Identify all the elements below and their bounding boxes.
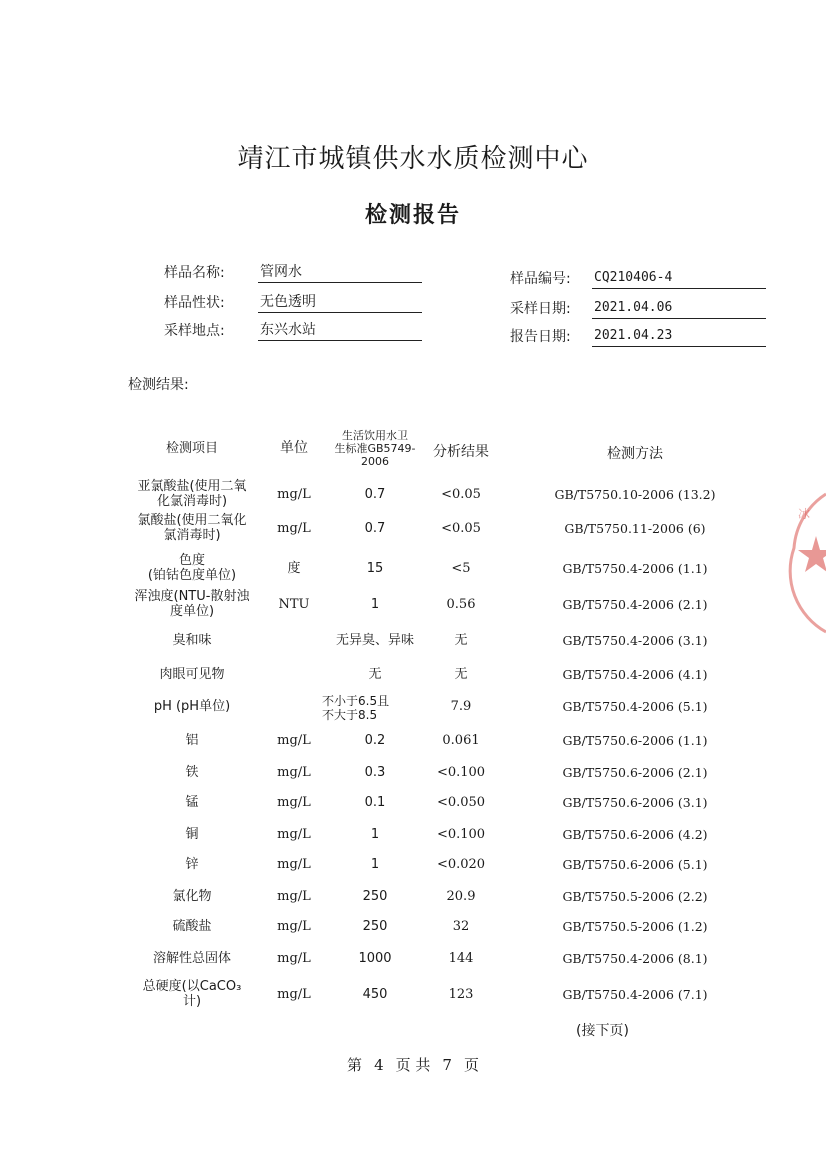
row-standard <box>322 880 428 912</box>
row-method: GB/T5750.4-2006 (4.1) <box>562 666 708 682</box>
row-method: GB/T5750.6-2006 (1.1) <box>562 732 708 748</box>
row-item-line1: 铁 <box>185 764 199 780</box>
column-header-standard-line2: 生标准GB5749- <box>334 441 416 455</box>
row-result: <0.020 <box>436 856 486 872</box>
column-header-method: 检测方法 <box>607 445 663 462</box>
row-method: GB/T5750.4-2006 (1.1) <box>562 560 708 576</box>
row-item-line1: 溶解性总固体 <box>152 950 231 966</box>
row-standard-line1: 1 <box>370 596 380 612</box>
row-standard <box>322 588 428 620</box>
row-item-line1: 亚氯酸盐(使用二氧 <box>137 479 247 494</box>
row-result: 7.9 <box>450 698 472 714</box>
continued-note: (接下页) <box>576 1023 629 1039</box>
row-standard <box>322 786 428 818</box>
sampling-location-value: 东兴水站 <box>258 320 422 341</box>
row-method: GB/T5750.10-2006 (13.2) <box>554 486 716 502</box>
row-standard <box>322 478 428 510</box>
sampling-date-value: 2021.04.06 <box>592 298 766 319</box>
row-method: GB/T5750.4-2006 (8.1) <box>562 950 708 966</box>
row-item-line1: 锰 <box>185 794 199 810</box>
row-result: <5 <box>451 560 471 576</box>
row-standard-line1: 0.2 <box>364 732 386 748</box>
row-item-line1: 肉眼可见物 <box>159 666 225 682</box>
row-item <box>118 978 266 1010</box>
column-header-item: 检测项目 <box>165 440 218 456</box>
column-header-result: 分析结果 <box>433 443 489 460</box>
row-result: <0.100 <box>436 764 486 780</box>
column-header-standard <box>322 424 428 472</box>
row-item-line1: 锌 <box>185 856 199 872</box>
row-item <box>118 690 266 722</box>
row-unit: mg/L <box>277 950 311 966</box>
row-method: GB/T5750.11-2006 (6) <box>564 520 706 536</box>
row-result: 32 <box>452 918 470 934</box>
row-method: GB/T5750.6-2006 (5.1) <box>562 856 708 872</box>
row-item-line2: 氯消毒时) <box>163 528 221 543</box>
row-standard-line1: 0.7 <box>364 486 386 502</box>
row-unit: mg/L <box>277 986 311 1002</box>
row-item <box>118 880 266 912</box>
row-standard <box>322 942 428 974</box>
row-item-line1: 臭和味 <box>172 632 212 648</box>
svg-text:冰: 冰 <box>798 507 811 521</box>
row-standard <box>322 512 428 544</box>
row-item <box>118 910 266 942</box>
row-unit: mg/L <box>277 856 311 872</box>
row-result: 144 <box>448 950 474 966</box>
page-number: 4 <box>374 1056 384 1074</box>
row-item <box>118 756 266 788</box>
page-mid: 页 共 <box>395 1056 431 1074</box>
sample-appearance-label: 样品性状: <box>164 295 225 311</box>
row-item-line1: 铜 <box>185 826 199 842</box>
row-standard <box>322 978 428 1010</box>
row-item-line2: 度单位) <box>169 604 215 619</box>
row-standard <box>322 624 428 656</box>
red-seal-stamp <box>786 488 826 638</box>
row-standard-line1: 无 <box>368 666 382 682</box>
row-method: GB/T5750.4-2006 (2.1) <box>562 596 708 612</box>
row-standard <box>322 552 428 584</box>
row-result: <0.100 <box>436 826 486 842</box>
row-result: 123 <box>448 986 474 1002</box>
row-item-line1: 铝 <box>185 732 199 748</box>
row-standard-line1: 1000 <box>358 950 392 966</box>
row-result: 无 <box>454 666 468 682</box>
row-standard <box>322 910 428 942</box>
row-result: 0.56 <box>446 596 476 612</box>
row-standard <box>322 848 428 880</box>
report-title: 检测报告 <box>364 203 461 228</box>
row-method: GB/T5750.6-2006 (3.1) <box>562 794 708 810</box>
row-item <box>118 624 266 656</box>
row-unit: mg/L <box>277 918 311 934</box>
row-standard-line2: 不大于8.5 <box>322 708 378 722</box>
row-standard-line1: 0.1 <box>364 794 386 810</box>
row-item-line1: 氯化物 <box>172 888 212 904</box>
row-item-line1: 氯酸盐(使用二氧化 <box>137 513 247 528</box>
row-item-line1: 浑浊度(NTU-散射浊 <box>134 589 250 604</box>
row-method: GB/T5750.4-2006 (7.1) <box>562 986 708 1002</box>
row-item-line1: pH (pH单位) <box>153 698 231 714</box>
row-standard-line1: 1 <box>370 856 380 872</box>
row-item <box>118 786 266 818</box>
row-result: <0.05 <box>441 520 481 536</box>
row-item-line1: 总硬度(以CaCO₃ <box>142 979 242 994</box>
row-standard <box>322 658 428 690</box>
row-item-line2: 计) <box>182 994 202 1009</box>
row-standard-line1: 不小于6.5且 <box>322 694 390 708</box>
page-total: 7 <box>442 1056 452 1074</box>
row-item <box>118 942 266 974</box>
sample-name-label: 样品名称: <box>164 265 225 281</box>
row-item-line1: 色度 <box>178 553 205 568</box>
report-date-label: 报告日期: <box>510 329 571 345</box>
column-header-standard-line3: 2006 <box>361 454 389 468</box>
row-item <box>118 658 266 690</box>
page-suffix: 页 <box>463 1056 479 1074</box>
row-unit: mg/L <box>277 486 311 502</box>
sampling-date-label: 采样日期: <box>510 301 571 317</box>
row-unit: mg/L <box>277 520 311 536</box>
row-method: GB/T5750.5-2006 (1.2) <box>562 918 708 934</box>
row-standard-line1: 无异臭、异味 <box>335 632 414 648</box>
row-item <box>118 848 266 880</box>
row-standard <box>322 724 428 756</box>
row-unit: mg/L <box>277 794 311 810</box>
page-indicator <box>0 1054 826 1075</box>
row-standard-line1: 0.3 <box>364 764 386 780</box>
row-item <box>118 478 266 510</box>
row-item <box>118 588 266 620</box>
row-method: GB/T5750.4-2006 (3.1) <box>562 632 708 648</box>
row-method: GB/T5750.4-2006 (5.1) <box>562 698 708 714</box>
page-prefix: 第 <box>347 1056 363 1074</box>
row-unit: mg/L <box>277 732 311 748</box>
sample-appearance-value: 无色透明 <box>258 292 422 313</box>
column-header-unit: 单位 <box>280 439 308 456</box>
row-standard <box>322 756 428 788</box>
row-unit: mg/L <box>277 888 311 904</box>
row-unit: NTU <box>278 596 310 612</box>
row-item-line1: 硫酸盐 <box>172 918 212 934</box>
row-result: 0.061 <box>442 732 480 748</box>
row-standard-line1: 250 <box>362 918 388 934</box>
row-standard <box>322 690 428 724</box>
row-result: <0.050 <box>436 794 486 810</box>
row-unit: mg/L <box>277 764 311 780</box>
row-result: 无 <box>454 632 468 648</box>
row-item-line2: 化氯消毒时) <box>156 494 228 509</box>
row-item <box>118 512 266 544</box>
sample-id-value: CQ210406-4 <box>592 268 766 289</box>
sampling-location-label: 采样地点: <box>164 323 225 339</box>
row-standard-line1: 0.7 <box>364 520 386 536</box>
row-method: GB/T5750.6-2006 (2.1) <box>562 764 708 780</box>
row-result: <0.05 <box>441 486 481 502</box>
row-unit: 度 <box>287 560 301 576</box>
row-unit: mg/L <box>277 826 311 842</box>
report-date-value: 2021.04.23 <box>592 326 766 347</box>
sample-name-value: 管网水 <box>258 262 422 283</box>
sample-id-label: 样品编号: <box>510 271 571 287</box>
row-item <box>118 724 266 756</box>
row-standard-line1: 450 <box>362 986 388 1002</box>
results-section-label: 检测结果: <box>128 377 189 393</box>
row-standard-line1: 250 <box>362 888 388 904</box>
row-item <box>118 818 266 850</box>
row-standard <box>322 818 428 850</box>
column-header-standard-line1: 生活饮用水卫 <box>342 428 408 442</box>
row-standard-line1: 15 <box>366 560 384 576</box>
row-result: 20.9 <box>446 888 476 904</box>
organization-name: 靖江市城镇供水水质检测中心 <box>237 144 589 174</box>
row-method: GB/T5750.5-2006 (2.2) <box>562 888 708 904</box>
row-standard-line1: 1 <box>370 826 380 842</box>
row-item-line2: (铂钴色度单位) <box>147 568 237 583</box>
row-method: GB/T5750.6-2006 (4.2) <box>562 826 708 842</box>
row-item <box>118 552 266 584</box>
